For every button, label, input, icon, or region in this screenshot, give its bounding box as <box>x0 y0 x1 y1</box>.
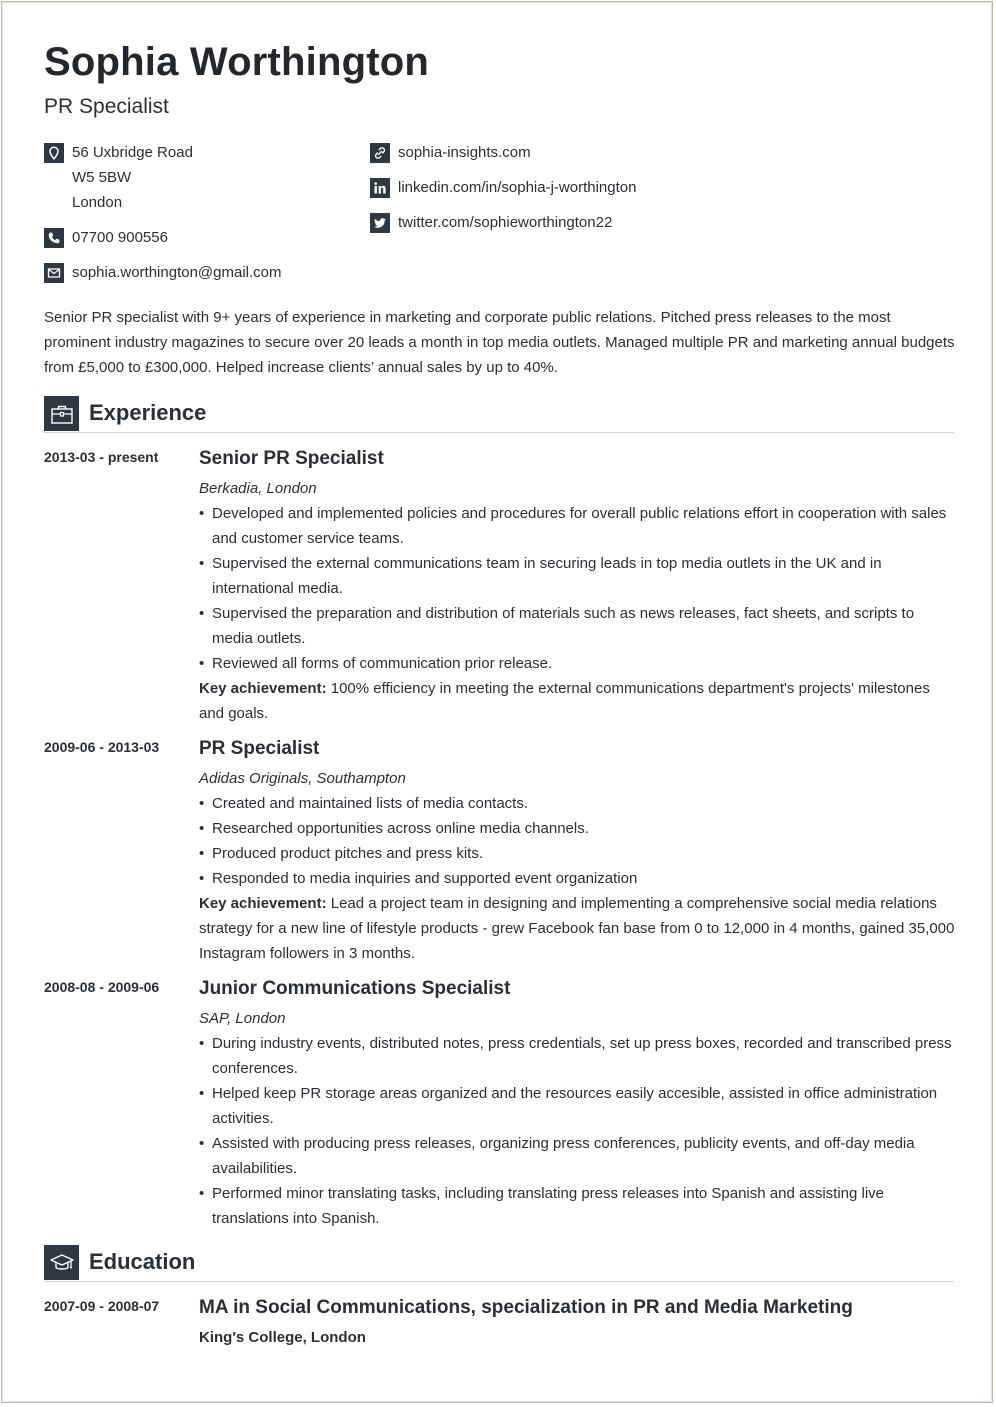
job-dates: 2013-03 - present <box>44 449 159 465</box>
contact-twitter <box>370 210 636 235</box>
list-item: • Developed and implemented policies and procedures for overall public relations effort in cooperation with sales and customer service teams. <box>199 501 956 551</box>
experience-heading: Experience <box>89 400 207 425</box>
list-item: • Responded to media inquiries and supported event organization <box>199 866 956 891</box>
key-achievement <box>199 676 956 726</box>
list-item: • Created and maintained lists of media contacts. <box>199 791 956 816</box>
email-address[interactable]: sophia.worthington@gmail.com <box>72 264 282 281</box>
contact-phone <box>44 225 282 250</box>
job-company: Adidas Originals, Southampton <box>199 770 406 787</box>
job-role: Senior PR Specialist <box>199 448 384 469</box>
briefcase-icon <box>44 396 79 431</box>
address-line-2: W5 5BW <box>72 169 132 186</box>
twitter-icon <box>370 213 390 233</box>
job-role: Junior Communications Specialist <box>199 978 511 999</box>
contact-address <box>44 140 282 215</box>
key-achievement-text: Lead a project team in designing and implementing a comprehensive social media relations strategy for a new line of lifestyle products - grew Facebook fan base from 0 to 12,000 in 4 months, gained 35,000 Instagram followers in 3 months. <box>199 895 955 962</box>
job-duties-list <box>199 1031 956 1231</box>
list-item: • Supervised the external communications team in securing leads in top media outlets in the UK and in international media. <box>199 551 956 601</box>
contact-email <box>44 260 282 285</box>
resume-page <box>1 1 993 1403</box>
phone-icon <box>44 228 64 248</box>
list-item: • During industry events, distributed notes, press credentials, set up press boxes, recorded and transcribed press conferences. <box>199 1031 956 1081</box>
job-role: PR Specialist <box>199 738 320 759</box>
job-dates: 2009-06 - 2013-03 <box>44 739 160 755</box>
job-company: SAP, London <box>199 1010 286 1027</box>
linkedin-icon <box>370 178 390 198</box>
list-item: • Reviewed all forms of communication prior release. <box>199 651 956 676</box>
twitter-link[interactable]: twitter.com/sophieworthington22 <box>398 214 613 231</box>
website-link[interactable]: sophia-insights.com <box>398 144 531 161</box>
key-achievement-text: 100% efficiency in meeting the external communications department's projects' milestones and goals. <box>199 680 930 722</box>
experience-entry <box>44 737 956 967</box>
school-name: King's College, London <box>199 1329 366 1346</box>
education-section-header <box>44 1245 954 1282</box>
key-achievement-label: Key achievement: <box>199 895 327 912</box>
experience-entry <box>44 977 956 1232</box>
phone-number[interactable]: 07700 900556 <box>72 229 168 246</box>
profile-summary: Senior PR specialist with 9+ years of experience in marketing and corporate public relations. Pitched press releases to the most prominent industry magazines to secure over 20 leads a month in top media outlets. Managed multiple PR and marketing annual budgets from £5,000 to £300,000. Helped increase clients’ annual sales by up to 40%. <box>44 309 955 376</box>
education-dates: 2007-09 - 2008-07 <box>44 1298 160 1314</box>
experience-entry <box>44 447 956 727</box>
envelope-icon <box>44 263 64 283</box>
education-entry <box>44 1296 956 1356</box>
contact-website <box>370 140 636 165</box>
education-heading: Education <box>89 1249 196 1274</box>
list-item: • Researched opportunities across online media channels. <box>199 816 956 841</box>
experience-section-header <box>44 396 954 433</box>
contact-column-left <box>44 140 282 295</box>
job-duties-list <box>199 501 956 676</box>
link-icon <box>370 143 390 163</box>
location-pin-icon <box>44 143 64 163</box>
address-line-3: London <box>72 194 123 211</box>
key-achievement-label: Key achievement: <box>199 680 327 697</box>
job-dates: 2008-08 - 2009-06 <box>44 979 160 995</box>
key-achievement <box>199 891 956 966</box>
list-item: • Assisted with producing press releases, organizing press conferences, publicity events, and off-day media availabilities. <box>199 1131 956 1181</box>
graduation-cap-icon <box>44 1245 79 1280</box>
list-item: • Produced product pitches and press kits. <box>199 841 956 866</box>
list-item: • Supervised the preparation and distribution of materials such as news releases, fact sheets, and scripts to media outlets. <box>199 601 956 651</box>
job-duties-list <box>199 791 956 891</box>
list-item: • Helped keep PR storage areas organized and the resources easily accesible, assisted in office administration activities. <box>199 1081 956 1131</box>
degree-title: MA in Social Communications, specialization in PR and Media Marketing <box>199 1297 853 1318</box>
list-item: • Performed minor translating tasks, including translating press releases into Spanish and assisting live translations into Spanish. <box>199 1181 956 1231</box>
contact-linkedin <box>370 175 636 200</box>
linkedin-link[interactable]: linkedin.com/in/sophia-j-worthington <box>398 179 637 196</box>
job-company: Berkadia, London <box>199 480 317 497</box>
address-line-1: 56 Uxbridge Road <box>72 144 193 161</box>
contact-column-right <box>370 140 636 245</box>
candidate-name: Sophia Worthington <box>44 40 430 84</box>
job-title: PR Specialist <box>44 95 169 118</box>
